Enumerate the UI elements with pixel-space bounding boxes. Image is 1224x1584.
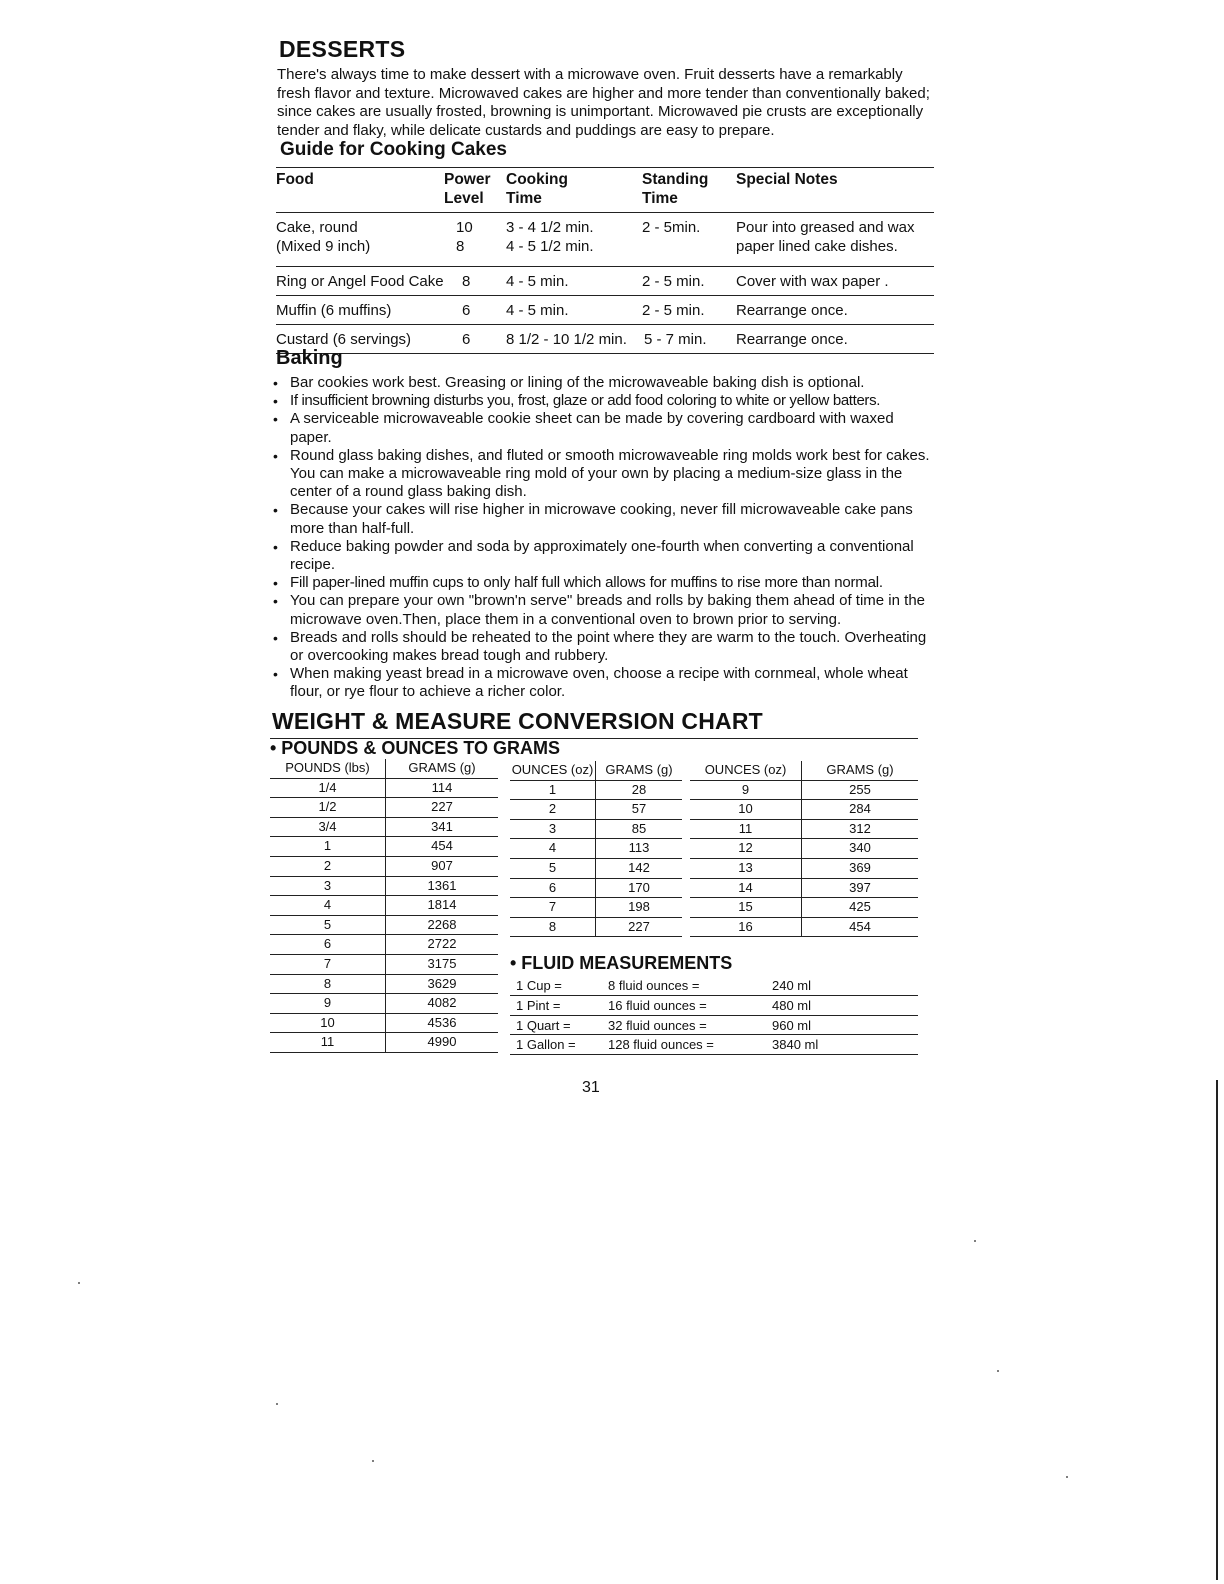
table-header-row [510, 761, 682, 781]
cell-unit-value: 11 [270, 1033, 386, 1052]
table-row [270, 779, 498, 799]
header-ounces: OUNCES (oz) [510, 761, 596, 780]
table-row [690, 820, 918, 840]
table-row [690, 800, 918, 820]
cell-grams-value: 3175 [427, 955, 457, 971]
cell-fluid-ounces: 128 fluid ounces = [608, 1037, 714, 1053]
cell-grams-value: 227 [431, 799, 453, 815]
cell-standing: 2 - 5 min. [642, 302, 705, 319]
list-item: • Fill paper-lined muffin cups to only half full which allows for muffins to rise more than normal. [273, 574, 933, 592]
pounds-ounces-title: • POUNDS & OUNCES TO GRAMS [270, 738, 560, 758]
cell-cooking [506, 218, 642, 266]
desserts-title: DESSERTS [279, 36, 406, 62]
cell-grams-value: 425 [849, 899, 871, 915]
header-grams: GRAMS (g) [408, 760, 476, 775]
cell-grams-value: 4082 [427, 995, 457, 1011]
cell-unit-value: 13 [690, 859, 802, 878]
cell-unit-value: 10 [690, 800, 802, 819]
header-power-line1: Power [444, 171, 491, 188]
table-row [510, 1035, 918, 1055]
desserts-intro: There's always time to make dessert with a microwave oven. Fruit desserts have a remarkably fresh flavor and texture. Microwaved cakes are higher and more tender than conventionally baked; since cakes are usually frosted, browning is unimportant. Microwaved pie crusts are exceptionally tender and flaky, while delicate custards and puddings are easy to prepare. [277, 66, 930, 139]
cell-volume: 1 Gallon = [516, 1037, 576, 1053]
cell-unit-value: 1 [510, 781, 596, 800]
cell-fluid-ounces: 16 fluid ounces = [608, 997, 707, 1013]
table-row [510, 820, 682, 840]
cell-cooking: 8 1/2 - 10 1/2 min. [506, 331, 627, 348]
cell-unit-value: 3/4 [270, 818, 386, 837]
scan-speck [974, 1240, 976, 1242]
cell-notes: Cover with wax paper . [736, 273, 889, 290]
cell-grams-value: 907 [431, 857, 453, 873]
list-item: • A serviceable microwaveable cookie sheet can be made by covering cardboard with waxed paper. [273, 410, 933, 446]
list-item: • You can prepare your own "brown'n serve" breads and rolls by baking them ahead of time in the microwave oven.Then, place them in a conventional oven to brown prior to serving. [273, 592, 933, 628]
cell-fluid-ounces: 32 fluid ounces = [608, 1017, 707, 1033]
header-ounces: OUNCES (oz) [690, 761, 802, 780]
guide-title: Guide for Cooking Cakes [280, 139, 507, 160]
list-item: • Round glass baking dishes, and fluted or smooth microwaveable ring molds work best for cakes. You can make a microwaveable ring mold of your own by placing a medium-size glass in the center of a round glass baking dish. [273, 447, 933, 502]
cell-unit-value: 11 [690, 820, 802, 839]
ounces-table-1-body [510, 781, 682, 938]
cell-unit-value: 8 [510, 918, 596, 937]
cell-notes-line1: Pour into greased and wax [736, 219, 915, 236]
table-row [510, 879, 682, 899]
list-item: • Bar cookies work best. Greasing or lining of the microwaveable baking dish is optional. [273, 374, 933, 392]
cell-food: Muffin (6 muffins) [276, 302, 392, 319]
table-row [690, 839, 918, 859]
scan-speck [78, 1282, 80, 1284]
list-item: • When making yeast bread in a microwave oven, choose a recipe with cornmeal, whole wheat flour, or rye flour to achieve a richer color. [273, 665, 933, 701]
cell-milliliters: 3840 ml [772, 1037, 819, 1053]
cell-standing: 2 - 5 min. [642, 273, 705, 290]
cell-cooking: 4 - 5 min. [506, 302, 569, 319]
cell-unit-value: 9 [270, 994, 386, 1013]
cell-unit-value: 12 [690, 839, 802, 858]
table-row [510, 918, 682, 938]
table-row [270, 975, 498, 995]
cell-grams-value: 4990 [427, 1034, 457, 1050]
cell-milliliters: 480 ml [772, 997, 812, 1013]
scan-speck [1066, 1476, 1068, 1478]
cell-unit-value: 3 [270, 877, 386, 896]
header-cooking-line2: Time [506, 190, 542, 207]
fluid-measurements-title: • FLUID MEASUREMENTS [510, 953, 733, 973]
cell-power: 6 [462, 302, 471, 319]
cell-unit-value: 2 [270, 857, 386, 876]
scan-speck [276, 1403, 278, 1405]
cell-unit-value: 5 [510, 859, 596, 878]
list-item: • If insufficient browning disturbs you, frost, glaze or add food coloring to white or yellow batters. [273, 392, 933, 410]
table-header-row [276, 168, 934, 213]
ounces-to-grams-table-1 [510, 761, 682, 937]
cell-unit-value: 10 [270, 1014, 386, 1033]
list-item: • Because your cakes will rise higher in microwave cooking, never fill microwaveable cake pans more than half-full. [273, 501, 933, 537]
pounds-to-grams-table [270, 759, 498, 1053]
table-row [270, 916, 498, 936]
cell-food-line2: (Mixed 9 inch) [276, 238, 371, 255]
cell-food: Custard (6 servings) [276, 331, 412, 348]
table-row [510, 839, 682, 859]
cell-grams-value: 284 [849, 801, 871, 817]
table-row [690, 918, 918, 938]
table-row [510, 859, 682, 879]
baking-tips-list [273, 374, 933, 702]
header-standing [642, 170, 730, 208]
header-grams: GRAMS (g) [605, 762, 673, 777]
baking-title: Baking [276, 347, 343, 369]
header-cooking [506, 170, 642, 208]
table-row [276, 267, 934, 296]
cell-grams-value: 454 [849, 918, 871, 934]
scan-edge-line [1216, 1080, 1218, 1580]
cell-standing: 5 - 7 min. [644, 331, 707, 348]
table-header-row [690, 761, 918, 781]
cell-unit-value: 5 [270, 916, 386, 935]
header-standing-line1: Standing [642, 171, 709, 188]
cell-grams-value: 369 [849, 859, 871, 875]
table-row [510, 800, 682, 820]
pounds-table-body [270, 779, 498, 1053]
cell-grams-value: 3629 [427, 975, 457, 991]
cell-food [276, 218, 444, 266]
cell-milliliters: 960 ml [772, 1017, 812, 1033]
cell-fluid-ounces: 8 fluid ounces = [608, 978, 700, 993]
table-row [510, 898, 682, 918]
cell-notes: Rearrange once. [736, 331, 848, 348]
table-row [510, 781, 682, 801]
cell-grams-value: 57 [631, 801, 647, 817]
table-row [270, 857, 498, 877]
table-row [690, 879, 918, 899]
cell-grams-value: 85 [631, 820, 647, 836]
cell-grams-value: 2268 [427, 916, 457, 932]
cell-unit-value: 7 [270, 955, 386, 974]
cell-grams-value: 170 [628, 879, 650, 895]
cell-power-line1: 10 [456, 219, 473, 236]
cell-grams-value: 312 [849, 820, 871, 836]
cell-grams-value: 113 [628, 840, 650, 856]
scan-speck [997, 1370, 999, 1372]
table-row [270, 837, 498, 857]
header-pounds: POUNDS (lbs) [270, 759, 386, 778]
cell-notes-line2: paper lined cake dishes. [736, 238, 898, 255]
cakes-guide-table [276, 167, 934, 354]
table-row [270, 896, 498, 916]
header-cooking-line1: Cooking [506, 171, 568, 188]
cell-unit-value: 4 [510, 839, 596, 858]
cell-unit-value: 16 [690, 918, 802, 937]
cell-cooking-line2: 4 - 5 1/2 min. [506, 238, 594, 255]
header-grams: GRAMS (g) [826, 762, 894, 777]
fluid-measurements-table [510, 976, 918, 1055]
cell-unit-value: 1/2 [270, 798, 386, 817]
cell-grams-value: 397 [849, 879, 871, 895]
list-item: • Breads and rolls should be reheated to the point where they are warm to the touch. Overheating or overcooking makes bread tough and rubbery. [273, 629, 933, 665]
cell-unit-value: 9 [690, 781, 802, 800]
table-row [270, 935, 498, 955]
cell-food: Ring or Angel Food Cake [276, 273, 444, 290]
cell-unit-value: 6 [270, 935, 386, 954]
cell-unit-value: 3 [510, 820, 596, 839]
cell-food-line1: Cake, round [276, 219, 358, 236]
header-standing-line2: Time [642, 190, 678, 207]
cell-notes [730, 218, 934, 266]
cell-unit-value: 4 [270, 896, 386, 915]
cell-milliliters: 240 ml [772, 978, 812, 993]
cell-unit-value: 6 [510, 879, 596, 898]
table-row [690, 898, 918, 918]
table-row [270, 798, 498, 818]
cell-grams-value: 1814 [427, 897, 457, 913]
cell-unit-value: 14 [690, 879, 802, 898]
cell-power [444, 218, 506, 266]
table-row [276, 325, 934, 354]
cell-grams-value: 227 [628, 918, 650, 934]
cell-unit-value: 2 [510, 800, 596, 819]
table-row [270, 994, 498, 1014]
cell-grams-value: 341 [431, 818, 453, 834]
cell-grams-value: 198 [628, 899, 650, 915]
cell-grams-value: 4536 [427, 1014, 457, 1030]
cell-volume: 1 Quart = [516, 1017, 571, 1033]
cell-grams-value: 28 [631, 781, 647, 797]
cell-power-line2: 8 [456, 238, 465, 255]
table-row [270, 877, 498, 897]
cell-grams-value: 255 [849, 781, 871, 797]
cell-grams-value: 114 [431, 779, 453, 795]
scan-speck [372, 1460, 374, 1462]
cell-unit-value: 1/4 [270, 779, 386, 798]
cell-volume: 1 Cup = [516, 978, 562, 993]
table-row [270, 955, 498, 975]
cell-power: 8 [462, 273, 471, 290]
table-header-row [270, 759, 498, 779]
cell-unit-value: 8 [270, 975, 386, 994]
cell-unit-value: 7 [510, 898, 596, 917]
table-row [510, 1016, 918, 1036]
list-item: • Reduce baking powder and soda by approximately one-fourth when converting a conventional recipe. [273, 538, 933, 574]
ounces-table-2-body [690, 781, 918, 938]
cell-grams-value: 340 [849, 840, 871, 856]
table-row [690, 859, 918, 879]
header-notes: Special Notes [736, 171, 838, 188]
cell-grams-value: 142 [628, 859, 650, 875]
cell-unit-value: 15 [690, 898, 802, 917]
table-row [510, 976, 918, 996]
header-food: Food [276, 171, 314, 188]
conversion-chart-title: WEIGHT & MEASURE CONVERSION CHART [272, 708, 763, 734]
cell-standing: 2 - 5min. [642, 219, 701, 236]
page-number: 31 [582, 1079, 600, 1096]
table-row [276, 213, 934, 267]
cell-grams-value: 1361 [427, 877, 457, 893]
table-row [270, 1033, 498, 1053]
cell-unit-value: 1 [270, 837, 386, 856]
cell-cooking: 4 - 5 min. [506, 273, 569, 290]
cell-notes: Rearrange once. [736, 302, 848, 319]
cell-grams-value: 2722 [427, 936, 457, 952]
cell-volume: 1 Pint = [516, 997, 561, 1013]
table-row [276, 296, 934, 325]
table-row [510, 996, 918, 1016]
table-row [690, 781, 918, 801]
table-row [270, 1014, 498, 1034]
table-row [270, 818, 498, 838]
ounces-to-grams-table-2 [690, 761, 918, 937]
header-power [444, 170, 506, 208]
cell-cooking-line1: 3 - 4 1/2 min. [506, 219, 594, 236]
header-power-line2: Level [444, 190, 484, 207]
cell-power: 6 [462, 331, 471, 348]
cell-grams-value: 454 [431, 838, 453, 854]
